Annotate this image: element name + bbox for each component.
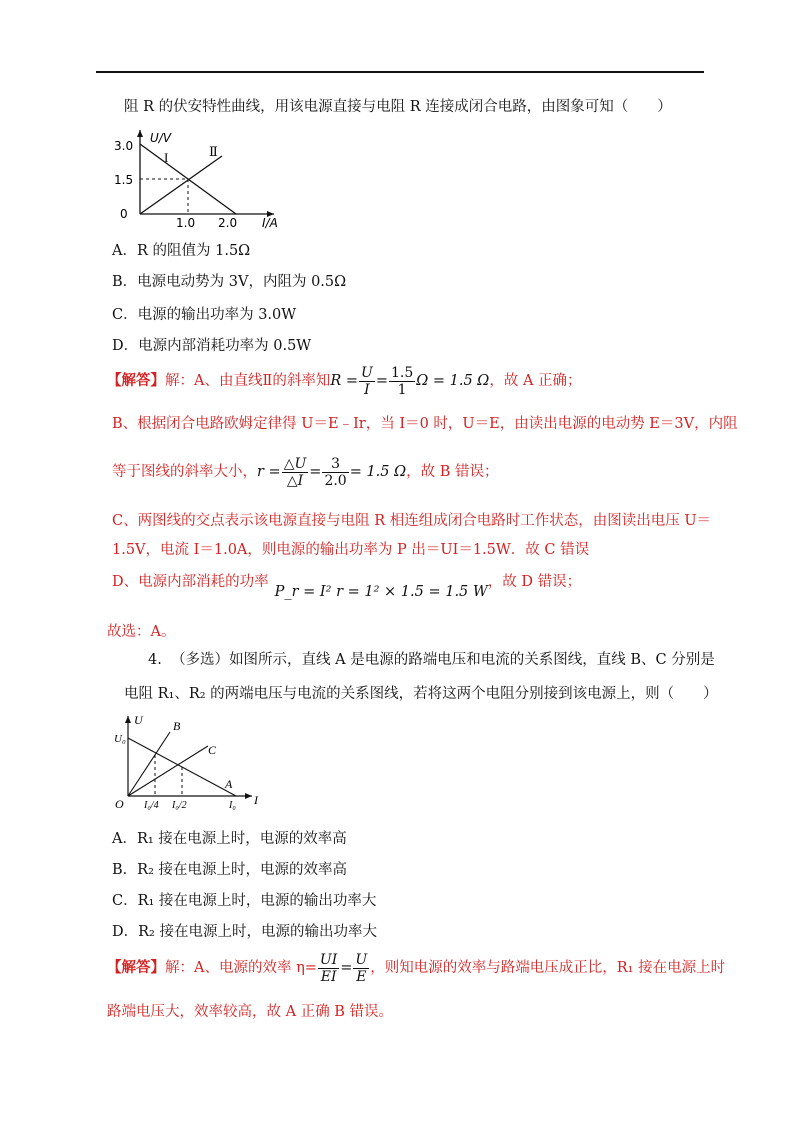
q4-origin-label: O	[115, 797, 124, 811]
q3-line-label-I: I	[164, 150, 169, 165]
q3-option-d: D．电源内部消耗功率为 0.5W	[112, 338, 312, 354]
q3-y-label: U/V	[150, 131, 172, 145]
q4-y-tick-u0: U₀	[114, 733, 126, 745]
q3-y-tick-15: 1.5	[114, 173, 134, 187]
q4-x-label: I	[254, 793, 258, 807]
q3-answer-b2: 等于图线的斜率大小，r = $\frac{\triangle U}{\triangle I}$ = $\frac{3}{2.0}$ = 1.5 Ω，故 B 错误；	[112, 455, 499, 489]
q3-option-a: A．R 的阻值为 1.5Ω	[112, 243, 251, 259]
q3-x-tick-2: 2.0	[218, 216, 238, 230]
q4-stem-1: 4. （多选）如图所示，直线 A 是电源的路端电压和电流的关系图线，直线 B、C 分别是	[148, 652, 715, 668]
q3-line-II	[140, 156, 222, 214]
q3-line-label-II: Ⅱ	[209, 144, 218, 159]
q3-x-tick-1: 1.0	[176, 216, 196, 230]
q3-formula-r-internal: r = $\frac{\triangle U}{\triangle I}$ = $\frac{3}{2.0}$ = 1.5 Ω	[257, 455, 407, 489]
q4-line-label-C: C	[208, 743, 217, 757]
q4-x-tick-half: I₀/2	[172, 800, 187, 811]
q4-line-label-A: A	[225, 777, 233, 791]
q3-y-tick-3: 3.0	[114, 139, 134, 153]
q4-y-label: U	[134, 713, 143, 727]
q4-option-a: A．R₁ 接在电源上时，电源的效率高	[112, 831, 347, 847]
q4-option-b: B．R₂ 接在电源上时，电源的效率高	[112, 862, 347, 878]
q3-answer-c2: 1.5V，电流 I＝1.0A，则电源的输出功率为 P 出＝UI＝1.5W．故 C 错误	[112, 542, 590, 558]
q4-formula-efficiency: $\frac{UI}{EI}$ = $\frac{U}{E}$	[319, 951, 368, 985]
q4-line-label-B: B	[173, 719, 181, 733]
q4-line-C	[128, 746, 208, 796]
q3-answer-a: 【解答】解：A、由直线Ⅱ的斜率知R = $\frac{U}{I}$ = $\frac{1.5}{1}$ Ω = 1.5 Ω，故 A 正确；	[107, 364, 582, 398]
q4-x-tick-quarter: I₀/4	[144, 800, 159, 811]
q3-formula-power: P_r = I² r = 1² × 1.5 = 1.5 W	[274, 584, 488, 600]
q4-stem-2: 电阻 R₁、R₂ 的两端电压与电流的关系图线，若将这两个电阻分别接到该电源上，则（ ）	[124, 686, 718, 702]
q3-graph	[112, 122, 292, 230]
q3-x-label: I/A	[262, 216, 278, 230]
q3-answer-tag: 【解答】	[107, 372, 165, 389]
q3-formula-r: R = $\frac{U}{I}$ = $\frac{1.5}{1}$ Ω = 1.5 Ω	[330, 364, 490, 398]
q4-answer-tag: 【解答】	[107, 959, 165, 976]
q4-number: 4.	[148, 652, 162, 668]
q4-graph	[112, 712, 272, 812]
q4-tag: （多选）	[171, 652, 230, 668]
q3-stem: 阻 R 的伏安特性曲线，用该电源直接与电阻 R 连接成闭合电路，由图象可知（ ）	[124, 99, 672, 115]
q4-answer-line-1: 【解答】解：A、电源的效率 η= $\frac{UI}{EI}$ = $\frac{U}{E}$ ，则知电源的效率与路端电压成正比，R₁ 接在电源上时	[107, 951, 726, 985]
q3-conclusion: 故选：A。	[107, 624, 176, 640]
q3-option-c: C．电源的输出功率为 3.0W	[112, 307, 297, 323]
header-rule	[96, 71, 704, 73]
q3-answer-d: D、电源内部消耗的功率P_r = I² r = 1² × 1.5 = 1.5 W，故 D 错误；	[112, 574, 582, 600]
q3-answer-b1: B、根据闭合电路欧姆定律得 U＝E﹣Ir，当 I＝0 时，U＝E，由读出电源的电动势 E＝3V，内阻	[112, 416, 738, 432]
q3-option-b: B．电源电动势为 3V，内阻为 0.5Ω	[112, 274, 347, 290]
q4-answer-line-2: 路端电压大，效率较高，故 A 正确 B 错误。	[107, 1004, 394, 1020]
q3-answer-c1: C、两图线的交点表示该电源直接与电阻 R 相连组成闭合电路时工作状态，由图读出电压 U＝	[112, 513, 712, 529]
q4-option-d: D．R₂ 接在电源上时，电源的输出功率大	[112, 924, 377, 940]
q3-y-tick-0: 0	[120, 207, 128, 221]
q4-x-tick-i0: I₀	[229, 800, 236, 811]
q4-option-c: C．R₁ 接在电源上时，电源的输出功率大	[112, 893, 377, 909]
